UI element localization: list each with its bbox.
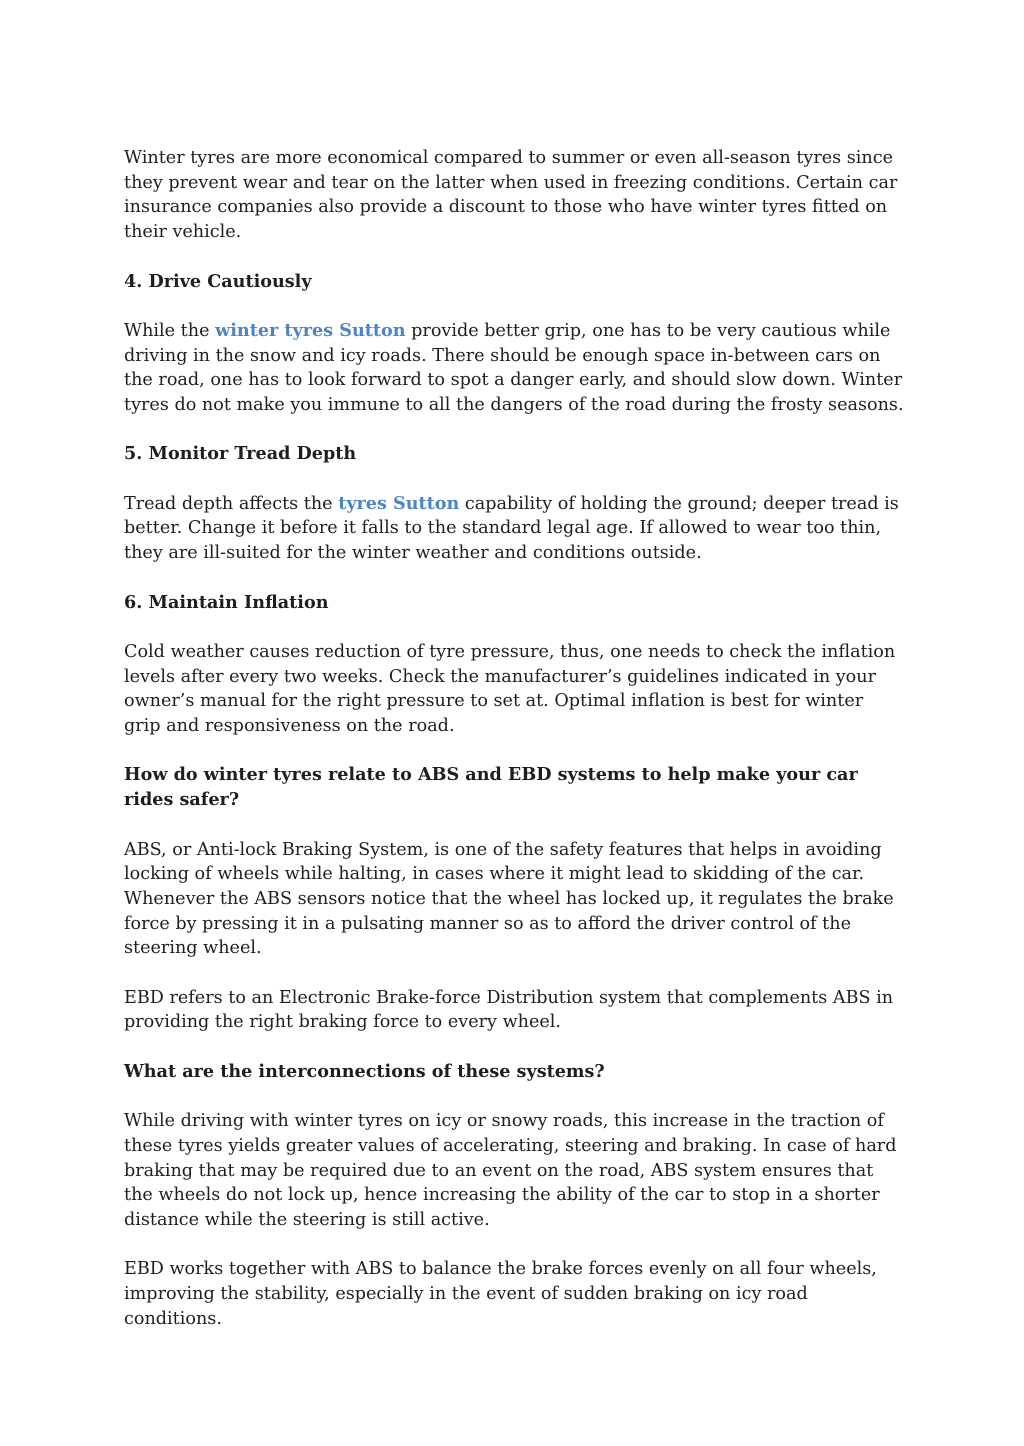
paragraph-tread-depth xyxy=(124,492,904,566)
paragraph-abs: ABS, or Anti-lock Braking System, is one of the safety features that helps in avoiding locking of wheels while halting, in cases where it might lead to skidding of the car. Whenever the ABS sensors notice that the wheel has locked up, it regulates the brake force by pressing it in a pulsating manner so as to afford the driver control of the steering wheel. xyxy=(124,839,894,959)
paragraph-text: provide better grip, one has to be very cautious while driving in the snow and icy roads. There should be enough space in-between cars on the road, one has to look forward to spot a danger early, and should slow down. Winter tyres do not make you immune to all the dangers of the road during the frosty seasons. xyxy=(124,320,904,415)
paragraph-winter-economy: Winter tyres are more economical compared to summer or even all-season tyres since they prevent wear and tear on the latter when used in freezing conditions. Certain car insurance companies also provide a discount to those who have winter tyres fitted on their vehicle. xyxy=(124,148,898,243)
paragraph-ebd-balance: EBD works together with ABS to balance the brake forces evenly on all four wheels, improving the stability, especially in the event of sudden braking on icy road conditions. xyxy=(124,1259,877,1329)
paragraph-drive-cautiously xyxy=(124,319,904,418)
paragraph-text: Tread depth affects the xyxy=(124,493,339,514)
heading-interconnections: What are the interconnections of these systems? xyxy=(124,1060,605,1082)
paragraph-inflation: Cold weather causes reduction of tyre pressure, thus, one needs to check the inflation levels after every two weeks. Check the manufacturer’s guidelines indicated in your owner’s manual for the right pressure to set at. Optimal inflation is best for winter grip and responsiveness on the road. xyxy=(124,641,896,737)
paragraph-ebd: EBD refers to an Electronic Brake-force Distribution system that complements ABS in providing the right braking force to every wheel. xyxy=(124,987,894,1033)
document-page xyxy=(124,146,904,1356)
heading-drive-cautiously: 4. Drive Cautiously xyxy=(124,270,312,292)
link-tyres-sutton[interactable]: tyres Sutton xyxy=(338,492,460,514)
paragraph-traction: While driving with winter tyres on icy or snowy roads, this increase in the traction of these tyres yields greater values of accelerating, steering and braking. In case of hard braking that may be required due to an event on the road, ABS system ensures that the wheels do not lock up, hence increasing the ability of the car to stop in a shorter distance while the steering is still active. xyxy=(124,1111,897,1231)
heading-abs-ebd: How do winter tyres relate to ABS and EBD systems to help make your car rides safer? xyxy=(124,764,858,811)
link-winter-tyres-sutton[interactable]: winter tyres Sutton xyxy=(215,319,406,341)
heading-monitor-tread-depth: 5. Monitor Tread Depth xyxy=(124,443,357,465)
heading-maintain-inflation: 6. Maintain Inflation xyxy=(124,591,329,613)
paragraph-text: capability of holding the ground; deeper tread is better. Change it before it falls to the standard legal age. If allowed to wear too thin, they are ill-suited for the winter weather and conditions outside. xyxy=(124,493,899,564)
paragraph-text: While the xyxy=(124,320,216,341)
